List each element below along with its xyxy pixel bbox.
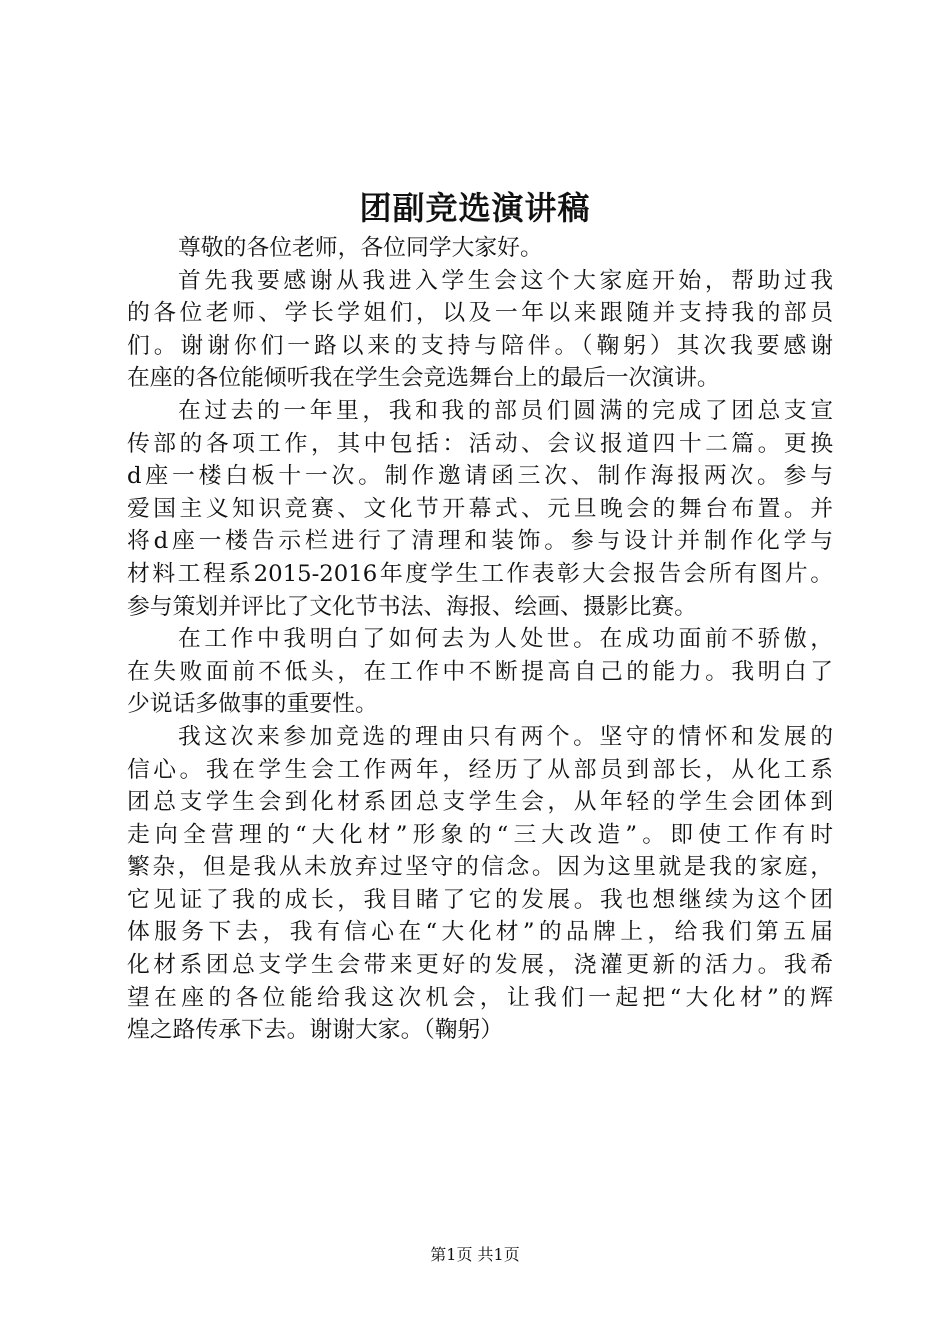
text-line: 尊敬的各位老师，各位同学大家好。	[178, 235, 543, 261]
text-line: 我这次来参加竞选的理由只有两个。坚守的情怀和发展的	[178, 723, 833, 750]
text-line: 们。谢谢你们一路以来的支持与陪伴。（鞠躬）其次我要感谢	[127, 332, 833, 359]
text-line: d座一楼白板十一次。制作邀请函三次、制作海报两次。参与	[127, 463, 833, 490]
text-line: 首先我要感谢从我进入学生会这个大家庭开始，帮助过我	[178, 267, 833, 294]
text-line: 体服务下去，我有信心在“大化材”的品牌上，给我们第五届	[127, 919, 833, 946]
text-line: 在过去的一年里，我和我的部员们圆满的完成了团总支宣	[178, 397, 833, 424]
text-line: 化材系团总支学生会带来更好的发展，浇灌更新的活力。我希	[127, 952, 833, 979]
document-body	[127, 232, 833, 1047]
text-line: 望在座的各位能给我这次机会，让我们一起把“大化材”的辉	[127, 984, 833, 1011]
text-line: 它见证了我的成长，我目睹了它的发展。我也想继续为这个团	[127, 886, 833, 913]
page-footer: 第1页 共1页	[430, 1245, 520, 1264]
text-line: 传部的各项工作，其中包括：活动、会议报道四十二篇。更换	[127, 430, 833, 457]
text-line: 爱国主义知识竞赛、文化节开幕式、元旦晚会的舞台布置。并	[127, 495, 833, 522]
text-line: 煌之路传承下去。谢谢大家。（鞠躬）	[127, 1017, 504, 1044]
text-line: 团总支学生会到化材系团总支学生会，从年轻的学生会团体到	[127, 789, 833, 816]
text-line: 材料工程系2015-2016年度学生工作表彰大会报告会所有图片。	[127, 560, 833, 587]
text-line: 在失败面前不低头，在工作中不断提高自己的能力。我明白了	[127, 658, 833, 685]
text-line: 的各位老师、学长学姐们，以及一年以来跟随并支持我的部员	[127, 300, 833, 327]
text-line: 参与策划并评比了文化节书法、海报、绘画、摄影比赛。	[127, 593, 697, 620]
text-line: 将d座一楼告示栏进行了清理和装饰。参与设计并制作化学与	[127, 528, 833, 555]
text-line: 少说话多做事的重要性。	[127, 691, 378, 718]
text-line: 在座的各位能倾听我在学生会竞选舞台上的最后一次演讲。	[127, 365, 720, 392]
document-title: 团副竞选演讲稿	[359, 189, 591, 227]
text-line: 繁杂，但是我从未放弃过坚守的信念。因为这里就是我的家庭，	[127, 854, 833, 881]
text-line: 信心。我在学生会工作两年，经历了从部员到部长，从化工系	[127, 756, 833, 783]
text-line: 在工作中我明白了如何去为人处世。在成功面前不骄傲，	[178, 626, 833, 653]
text-line: 走向全营理的“大化材”形象的“三大改造”。即使工作有时	[127, 821, 833, 848]
